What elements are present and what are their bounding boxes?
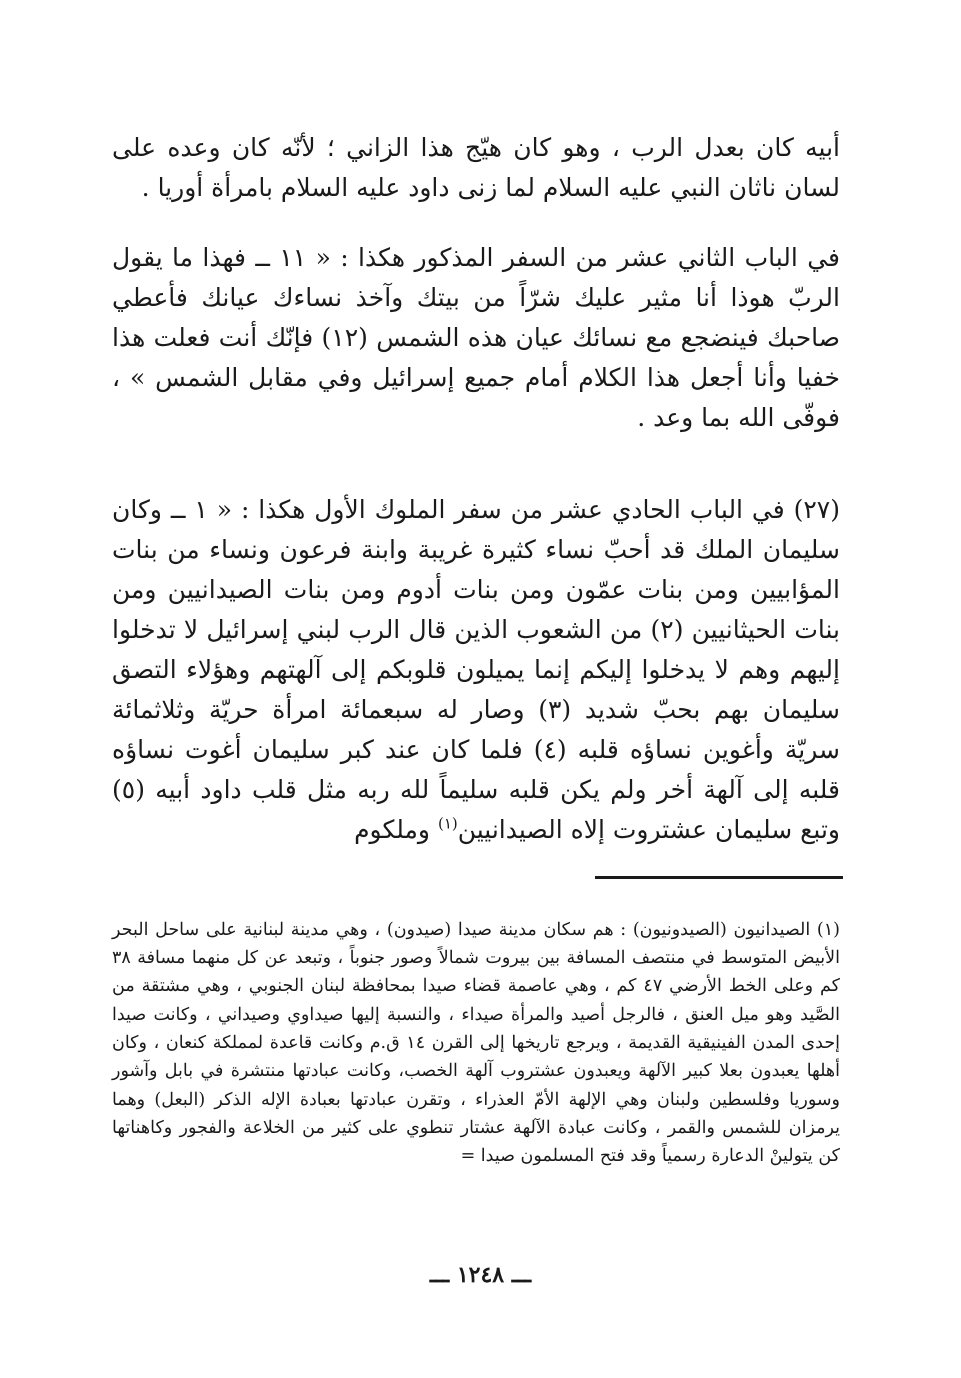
paragraph-3-body: (٢٧) في الباب الحادي عشر من سفر الملوك الأول هكذا : « ١ ــ وكان سليمان الملك قد أحبّ نساء كثيرة غريبة وابنة فرعون ونساء من بنات المؤابيين ومن بنات عمّون ومن بنات أدوم ومن بنات الصيدانيين ومن بنات الحيثانيين (٢) من الشعوب الذين قال الرب لبني إسرائيل لا تدخلوا إليهم وهم لا يدخلوا إليكم إنما يميلون قلوبكم إلى آلهتهم وهؤلاء التصق سليمان بهم بحبّ شديد (٣) وصار له سبعمائة امرأة حريّة وثلاثمائة سريّة وأغوين نساؤه قلبه (٤) فلما كان عند كبر سليمان أغوت نساؤه قلبه إلى آلهة أخر ولم يكن قلبه سليماً لله ربه مثل قلب داود أبيه (٥) وتبع سليمان عشتروت إلاه الصيدانيين [112, 495, 840, 844]
paragraph-1: أبيه كان بعدل الرب ، وهو كان هيّج هذا الزاني ؛ لأنّه كان وعده على لسان ناثان النبي عليه السلام لما زنى داود عليه السلام بامرأة أوريا . [112, 133, 840, 202]
footnote-separator [595, 876, 843, 879]
page-number: ـــ ١٢٤٨ ـــ [429, 1262, 532, 1288]
footnote-1: (١) الصيدانيون (الصيدونيون) : هم سكان مدينة صيدا (صيدون) ، وهي مدينة لبنانية على ساحل البحر الأبيض المتوسط في منتصف المسافة بين بيروت شمالاً وصور جنوباً ، وتبعد عن كل منهما مسافة ٣٨ كم وعلى الخط الأرضي ٤٧ كم ، وهي عاصمة قضاء صيدا بمحافظة لبنان الجنوبي ، وهي مشتقة من الصَّيد وهو ميل العنق ، فالرجل أصيد والمرأة صيداء ، والنسبة إليها صيداوي وصيداني ، وكانت صيدا إحدى المدن الفينيقية القديمة ، ويرجع تاريخها إلى القرن ١٤ ق.م وكانت قاعدة لمملكة كنعان ، وكان أهلها يعبدون بعلا كبير الآلهة ويعبدون عشتروب آلهة الخصب، وكانت عبادتها منتشرة في بابل وآشور وسوريا وفلسطين ولبنان وهي الإلهة الأمّ العذراء ، وتقرن عبادتها بعبادة الإله الذكر (البعل) وهما يرمزان للشمس والقمر ، وكانت عبادة الآلهة عشتار تنطوي على كثير من الخلاعة والفجور وكاهناتها كن يتولينْ الدعارة رسمياً وقد فتح المسلمون صيدا = [112, 919, 840, 1167]
paragraph-2: في الباب الثاني عشر من السفر المذكور هكذا : « ١١ ــ فهذا ما يقول الربّ هوذا أنا مثير عليك شرّاً من بيتك وآخذ نساءك عيانك فأعطي صاحبك فينضجع مع نسائك عيان هذه الشمس (١٢) فإنّك أنت فعلت هذا خفيا وأنا أجعل هذا الكلام أمام جميع إسرائيل وفي مقابل الشمس » ، فوفّى الله بما وعد . [112, 243, 840, 432]
footnote-reference: (١) [437, 814, 458, 833]
paragraph-3 [112, 490, 840, 850]
paragraph-3-tail: وملكوم [354, 815, 438, 844]
